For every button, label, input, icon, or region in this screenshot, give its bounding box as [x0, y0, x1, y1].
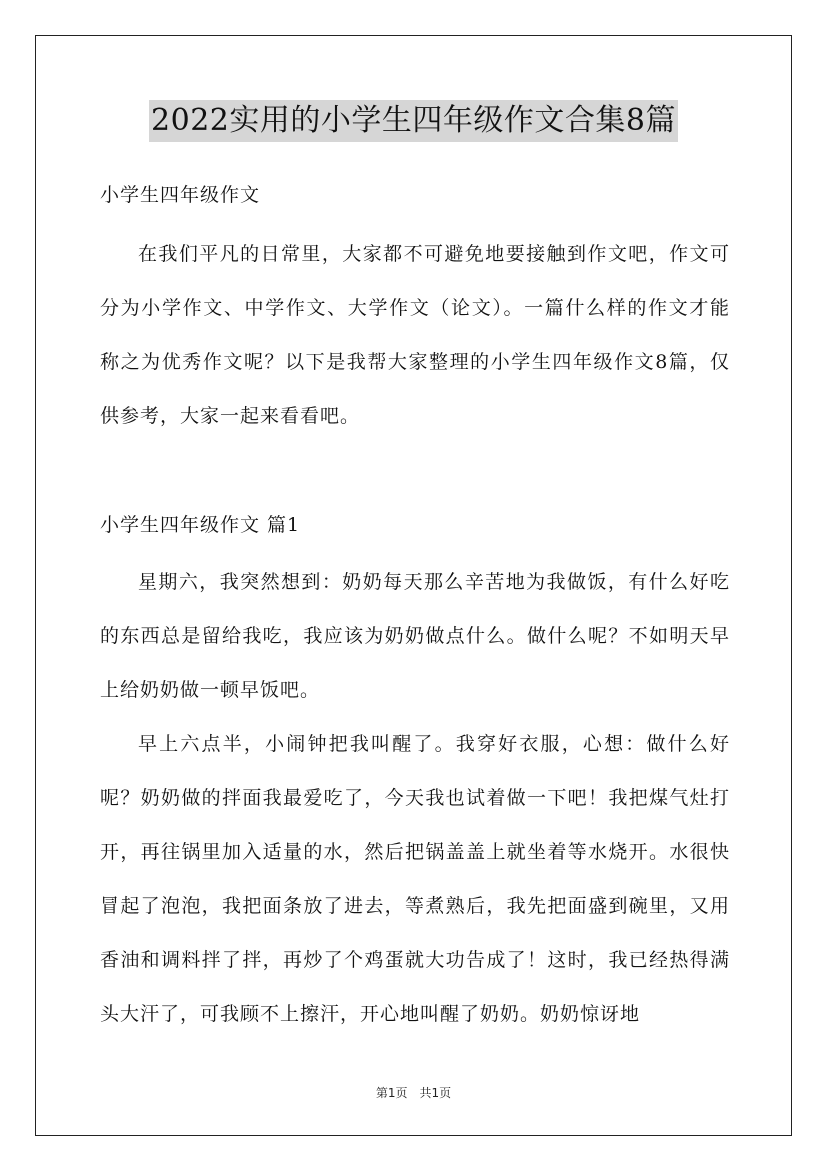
title-container [0, 100, 827, 142]
section-1-paragraph: 早上六点半，小闹钟把我叫醒了。我穿好衣服，心想：做什么好呢？奶奶做的拌面我最爱吃了，今天我也试着做一下吧！我把煤气灶打开，再往锅里加入适量的水，然后把锅盖盖上就坐着等水烧开。水很快冒起了泡泡，我把面条放了进去，等煮熟后，我先把面盛到碗里，又用香油和调料拌了拌，再炒了个鸡蛋就大功告成了！这时，我已经热得满头大汗了，可我顾不上擦汗，开心地叫醒了奶奶。奶奶惊讶地 [100, 733, 730, 1025]
spacer [100, 545, 730, 555]
page-footer: 第1页 共1页 [375, 1086, 452, 1100]
section-1-heading: 小学生四年级作文 篇1 [100, 514, 301, 536]
spacer [100, 215, 730, 227]
section-1-paragraph: 星期六，我突然想到：奶奶每天那么辛苦地为我做饭，有什么好吃的东西总是留给我吃，我应该为奶奶做点什么。做什么呢？不如明天早上给奶奶做一顿早饭吧。 [100, 571, 730, 701]
intro-paragraph: 在我们平凡的日常里，大家都不可避免地要接触到作文吧，作文可分为小学作文、中学作文、大学作文（论文）。一篇什么样的作文才能称之为优秀作文呢？以下是我帮大家整理的小学生四年级作文8篇，仅供参考，大家一起来看看吧。 [100, 243, 730, 427]
intro-heading: 小学生四年级作文 [100, 184, 261, 206]
spacer [100, 443, 730, 505]
document-title: 2022实用的小学生四年级作文合集8篇 [149, 100, 678, 142]
document-body [100, 175, 730, 1041]
